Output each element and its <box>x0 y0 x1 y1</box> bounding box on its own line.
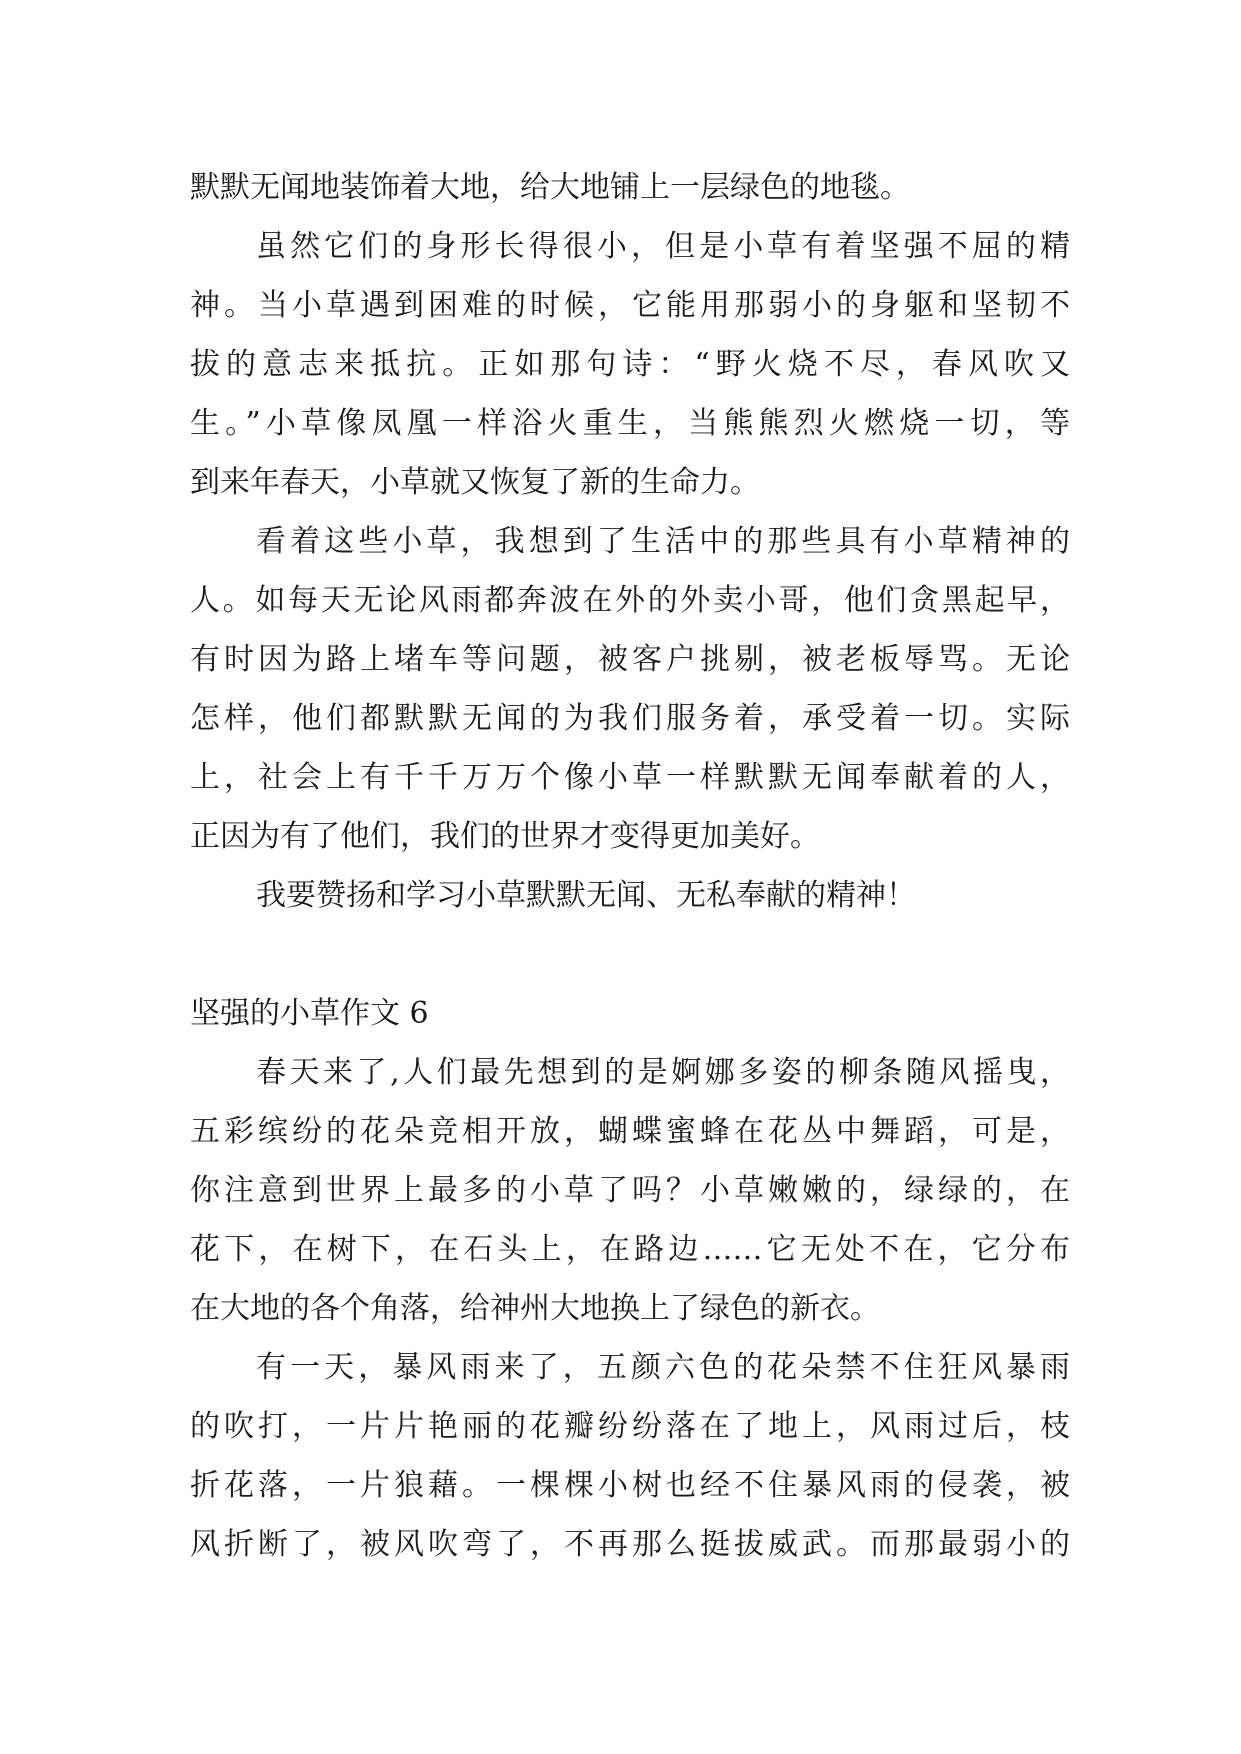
text-line: 上，社会上有千千万万个像小草一样默默无闻奉献着的人， <box>190 760 1070 795</box>
paragraph <box>190 217 1070 512</box>
paragraph <box>190 1338 1070 1574</box>
paragraph-tail <box>190 158 1070 217</box>
text-line: 虽然它们的身形长得很小，但是小草有着坚强不屈的精 <box>256 229 1070 264</box>
text-line: 看着这些小草，我想到了生活中的那些具有小草精神的 <box>256 524 1070 559</box>
text-line: 的吹打，一片片艳丽的花瓣纷纷落在了地上，风雨过后，枝 <box>190 1409 1070 1444</box>
text-line: 五彩缤纷的花朵竞相开放，蝴蝶蜜蜂在花丛中舞蹈，可是， <box>190 1114 1070 1149</box>
paragraph <box>190 1043 1070 1338</box>
text-line: 怎样，他们都默默无闻的为我们服务着，承受着一切。实际 <box>190 701 1070 736</box>
text-line: 我要赞扬和学习小草默默无闻、无私奉献的精神！ <box>256 878 916 913</box>
blank-line <box>190 925 1070 984</box>
text-line: 拔的意志来抵抗。正如那句诗：“野火烧不尽，春风吹又 <box>190 347 1070 382</box>
text-line: 你注意到世界上最多的小草了吗？小草嫩嫩的，绿绿的，在 <box>190 1173 1070 1208</box>
text-line: 花下，在树下，在石头上，在路边……它无处不在，它分布 <box>190 1232 1070 1267</box>
paragraph <box>190 866 1070 925</box>
text-line: 折花落，一片狼藉。一棵棵小树也经不住暴风雨的侵袭，被 <box>190 1468 1070 1503</box>
text-line: 神。当小草遇到困难的时候，它能用那弱小的身躯和坚韧不 <box>190 288 1070 323</box>
body-text <box>190 158 1070 1574</box>
text-line: 春天来了,人们最先想到的是婀娜多姿的柳条随风摇曳， <box>256 1055 1070 1090</box>
text-line: 有一天，暴风雨来了，五颜六色的花朵禁不住狂风暴雨 <box>256 1350 1070 1385</box>
text-line: 风折断了，被风吹弯了，不再那么挺拔威武。而那最弱小的 <box>190 1527 1070 1562</box>
section-title: 坚强的小草作文 6 <box>190 996 429 1031</box>
text-line: 默默无闻地装饰着大地，给大地铺上一层绿色的地毯。 <box>190 170 910 205</box>
text-line: 有时因为路上堵车等问题，被客户挑剔，被老板辱骂。无论 <box>190 642 1070 677</box>
text-line: 在大地的各个角落，给神州大地换上了绿色的新衣。 <box>190 1291 880 1326</box>
text-line: 生。”小草像凤凰一样浴火重生，当熊熊烈火燃烧一切，等 <box>190 406 1070 441</box>
text-line: 人。如每天无论风雨都奔波在外的外卖小哥，他们贪黑起早， <box>190 583 1070 618</box>
text-line: 到来年春天，小草就又恢复了新的生命力。 <box>190 465 760 500</box>
paragraph <box>190 512 1070 866</box>
text-line: 正因为有了他们，我们的世界才变得更加美好。 <box>190 819 820 854</box>
